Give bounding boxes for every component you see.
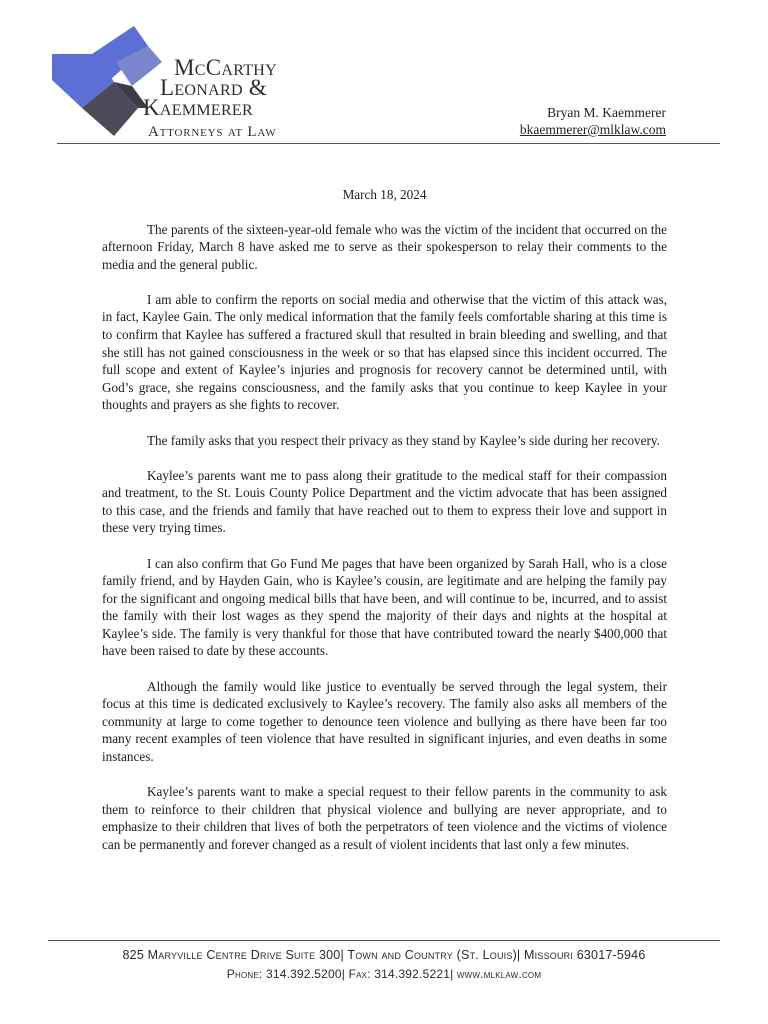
firm-name-line3: Kaemmerer	[143, 95, 253, 120]
firm-tagline: Attorneys at Law	[148, 124, 277, 140]
paragraph: I can also confirm that Go Fund Me pages that have been organized by Sarah Hall, who is a close family friend, and by Hayden Gain, who is Kaylee’s cousin, are legitimate and are helping the family pay for the significant and ongoing medical bills that have been, and will continue to be, incurred, and to assist the family with their lost wages as they spend the majority of their days and nights at the hospital at Kaylee’s side. The family is very thankful for those that have contributed toward the nearly $400,000 that have been raised to date by these accounts.	[102, 555, 667, 659]
paragraph: The family asks that you respect their privacy as they stand by Kaylee’s side during her recovery.	[147, 432, 660, 448]
paragraph: Kaylee’s parents want to make a special request to their fellow parents in the community to ask them to reinforce to their children that physical violence and bullying are never appropriate, and to emphasize to their children that lives of both the perpetrators of teen violence and the victims of violence can be permanently and forever changed as a result of violent incidents that last only a few minutes.	[102, 784, 667, 852]
paragraph: I am able to confirm the reports on social media and otherwise that the victim of this attack was, in fact, Kaylee Gain. The only medical information that the family feels comfortable sharing at this time is to confirm that Kaylee has suffered a fractured skull that resulted in brain bleeding and swelling, and that she still has not gained consciousness in the week or so that has elapsed since this incident occurred. The full scope and extent of Kaylee’s injuries and prognosis for recovery cannot be determined until, with God’s grace, she regains consciousness, and the family asks that you continue to keep Kaylee in your thoughts and prayers as she fights to recover.	[102, 291, 667, 413]
firm-name-line2: Leonard &	[160, 75, 268, 100]
footer-divider	[48, 940, 720, 941]
attorney-contact	[520, 104, 666, 138]
paragraph: Although the family would like justice to eventually be served through the legal system, their focus at this time is dedicated exclusively to Kaylee’s recovery. The family also asks all members of the community at large to come together to denounce teen violence and bullying as there have been far too many recent examples of teen violence that have resulted in significant injuries, and even deaths in some instances.	[102, 678, 667, 764]
firm-name-line1: McCarthy	[174, 55, 278, 80]
paragraph: The parents of the sixteen-year-old female who was the victim of the incident that occurred on the afternoon Friday, March 8 have asked me to serve as their spokesperson to relay their comments to the media and the general public.	[102, 221, 667, 272]
attorney-email-link[interactable]: bkaemmerer@mlklaw.com	[519, 122, 666, 137]
letter-body	[102, 186, 667, 871]
footer-address: 825 Maryville Centre Drive Suite 300| Town and Country (St. Louis)| Missouri 63017-5946	[122, 948, 646, 962]
letterhead	[0, 0, 768, 150]
letter-date: March 18, 2024	[342, 187, 427, 202]
attorney-name: Bryan M. Kaemmerer	[547, 105, 666, 120]
header-divider	[57, 143, 720, 144]
footer-phone: Phone: 314.392.5200| Fax: 314.392.5221| www.mlklaw.com	[226, 967, 542, 981]
firm-name	[140, 55, 278, 142]
paragraph: Kaylee’s parents want me to pass along their gratitude to the medical staff for their compassion and treatment, to the St. Louis County Police Department and the victim advocate that has been assigned to this case, and the friends and family that have reached out to them to express their love and support in these very trying times.	[102, 467, 667, 536]
footer	[0, 946, 768, 984]
